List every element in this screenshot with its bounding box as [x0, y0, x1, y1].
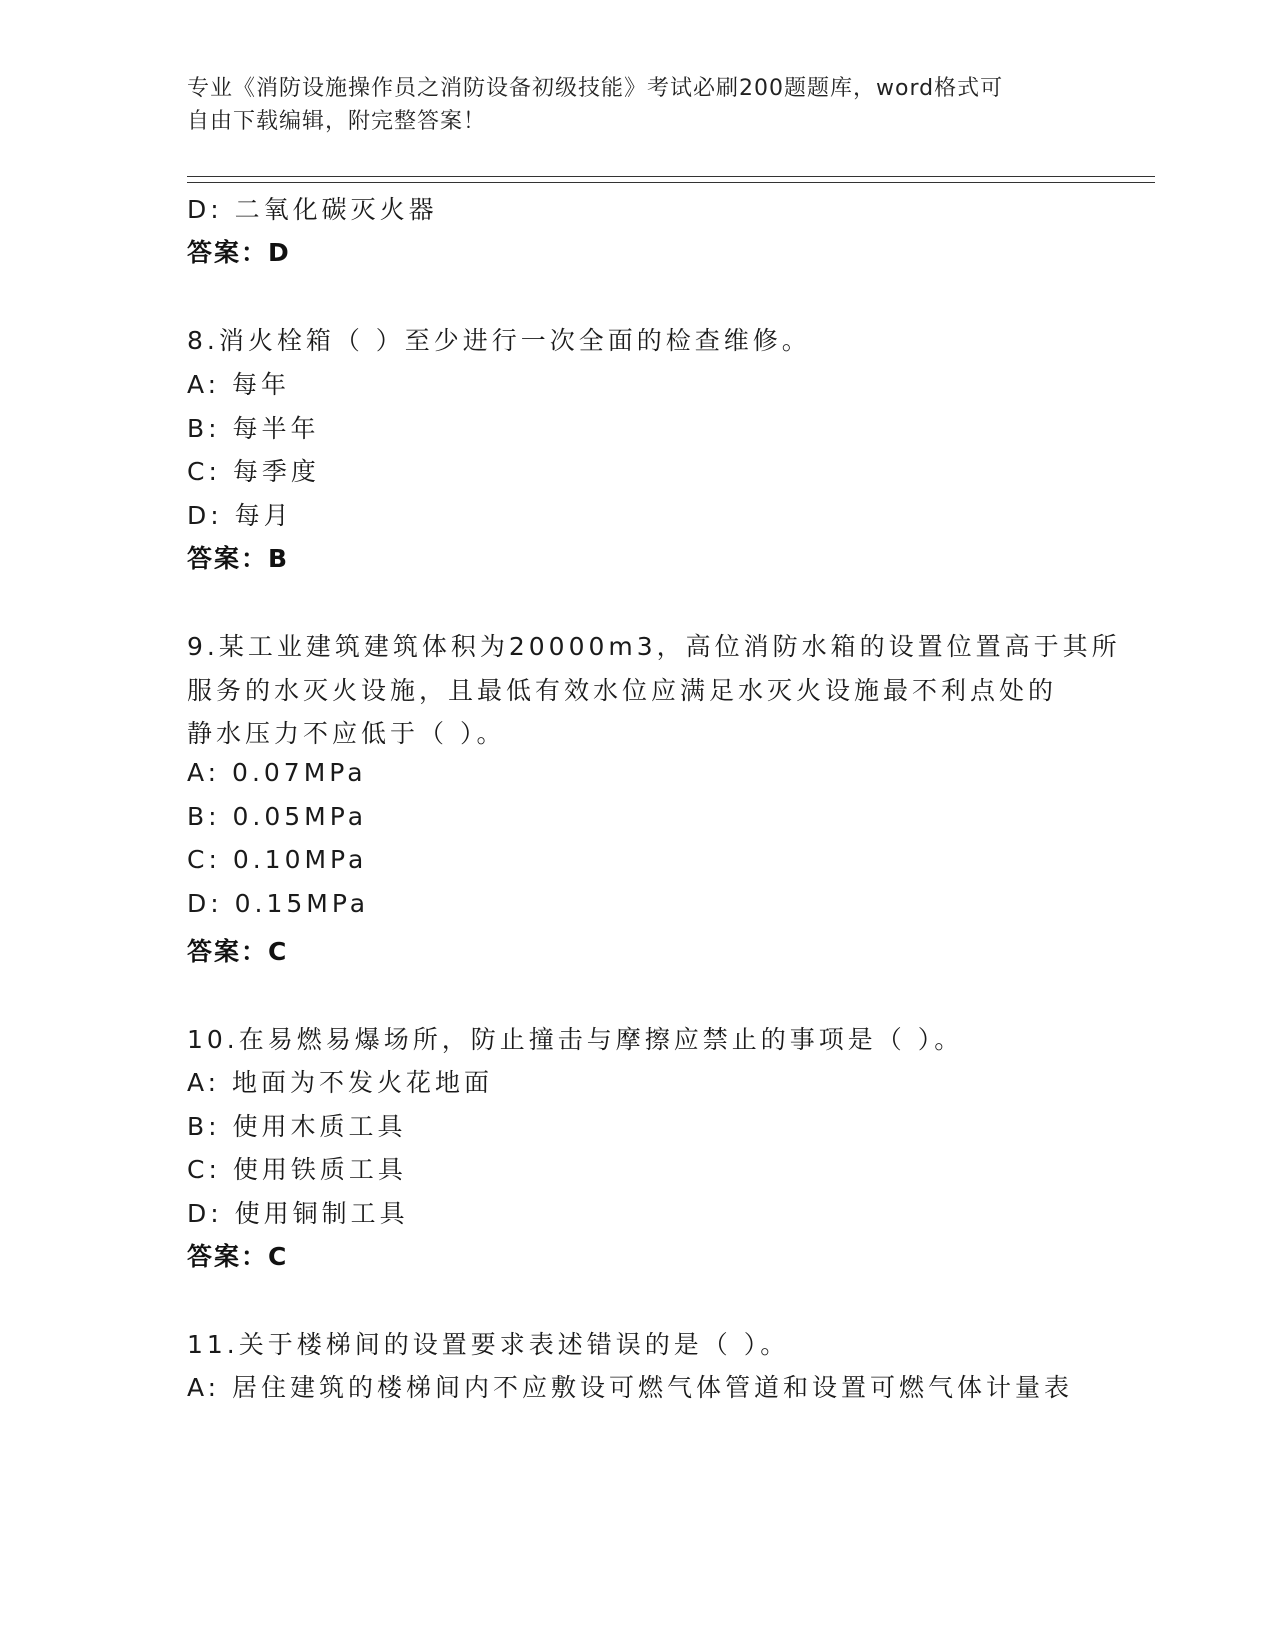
q10-stem: 10.在易燃易爆场所，防止撞击与摩擦应禁止的事项是（ ）。	[187, 1025, 964, 1054]
q8-answer: 答案：B	[187, 544, 290, 573]
header-line-1: 专业《消防设施操作员之消防设备初级技能》考试必刷200题题库，word格式可	[187, 76, 1004, 101]
q9-option-b: B: 0.05MPa	[187, 802, 368, 831]
header-line-2: 自由下载编辑，附完整答案！	[187, 109, 487, 134]
q10-option-a: A: 地面为不发火花地面	[187, 1068, 494, 1097]
q8-option-b: B: 每半年	[187, 414, 320, 443]
q8-stem: 8.消火栓箱（ ）至少进行一次全面的检查维修。	[187, 326, 811, 355]
q9-stem-line-3: 静水压力不应低于（ ）。	[187, 719, 506, 748]
q9-stem-line-1: 9.某工业建筑建筑体积为20000m3，高位消防水箱的设置位置高于其所	[187, 632, 1121, 661]
q9-option-a: A: 0.07MPa	[187, 758, 367, 787]
q8-option-a: A: 每年	[187, 370, 291, 399]
header-divider-top	[187, 176, 1155, 177]
q10-option-c: C: 使用铁质工具	[187, 1155, 407, 1184]
q11-stem: 11.关于楼梯间的设置要求表述错误的是（ ）。	[187, 1330, 790, 1359]
q7-answer: 答案：D	[187, 238, 291, 267]
q10-option-d: D: 使用铜制工具	[187, 1199, 409, 1228]
q9-stem-line-2: 服务的水灭火设施，且最低有效水位应满足水灭火设施最不利点处的	[187, 676, 1058, 705]
q9-option-c: C: 0.10MPa	[187, 845, 368, 874]
q10-answer: 答案：C	[187, 1242, 289, 1271]
q9-option-d: D: 0.15MPa	[187, 889, 370, 918]
q8-option-d: D: 每月	[187, 501, 293, 530]
q11-option-a: A: 居住建筑的楼梯间内不应敷设可燃气体管道和设置可燃气体计量表	[187, 1373, 1074, 1402]
q10-option-b: B: 使用木质工具	[187, 1112, 407, 1141]
document-header	[187, 72, 1067, 138]
q9-answer: 答案：C	[187, 937, 289, 966]
header-divider-bottom	[187, 182, 1155, 183]
q8-option-c: C: 每季度	[187, 457, 320, 486]
q7-option-d: D: 二氧化碳灭火器	[187, 195, 438, 224]
